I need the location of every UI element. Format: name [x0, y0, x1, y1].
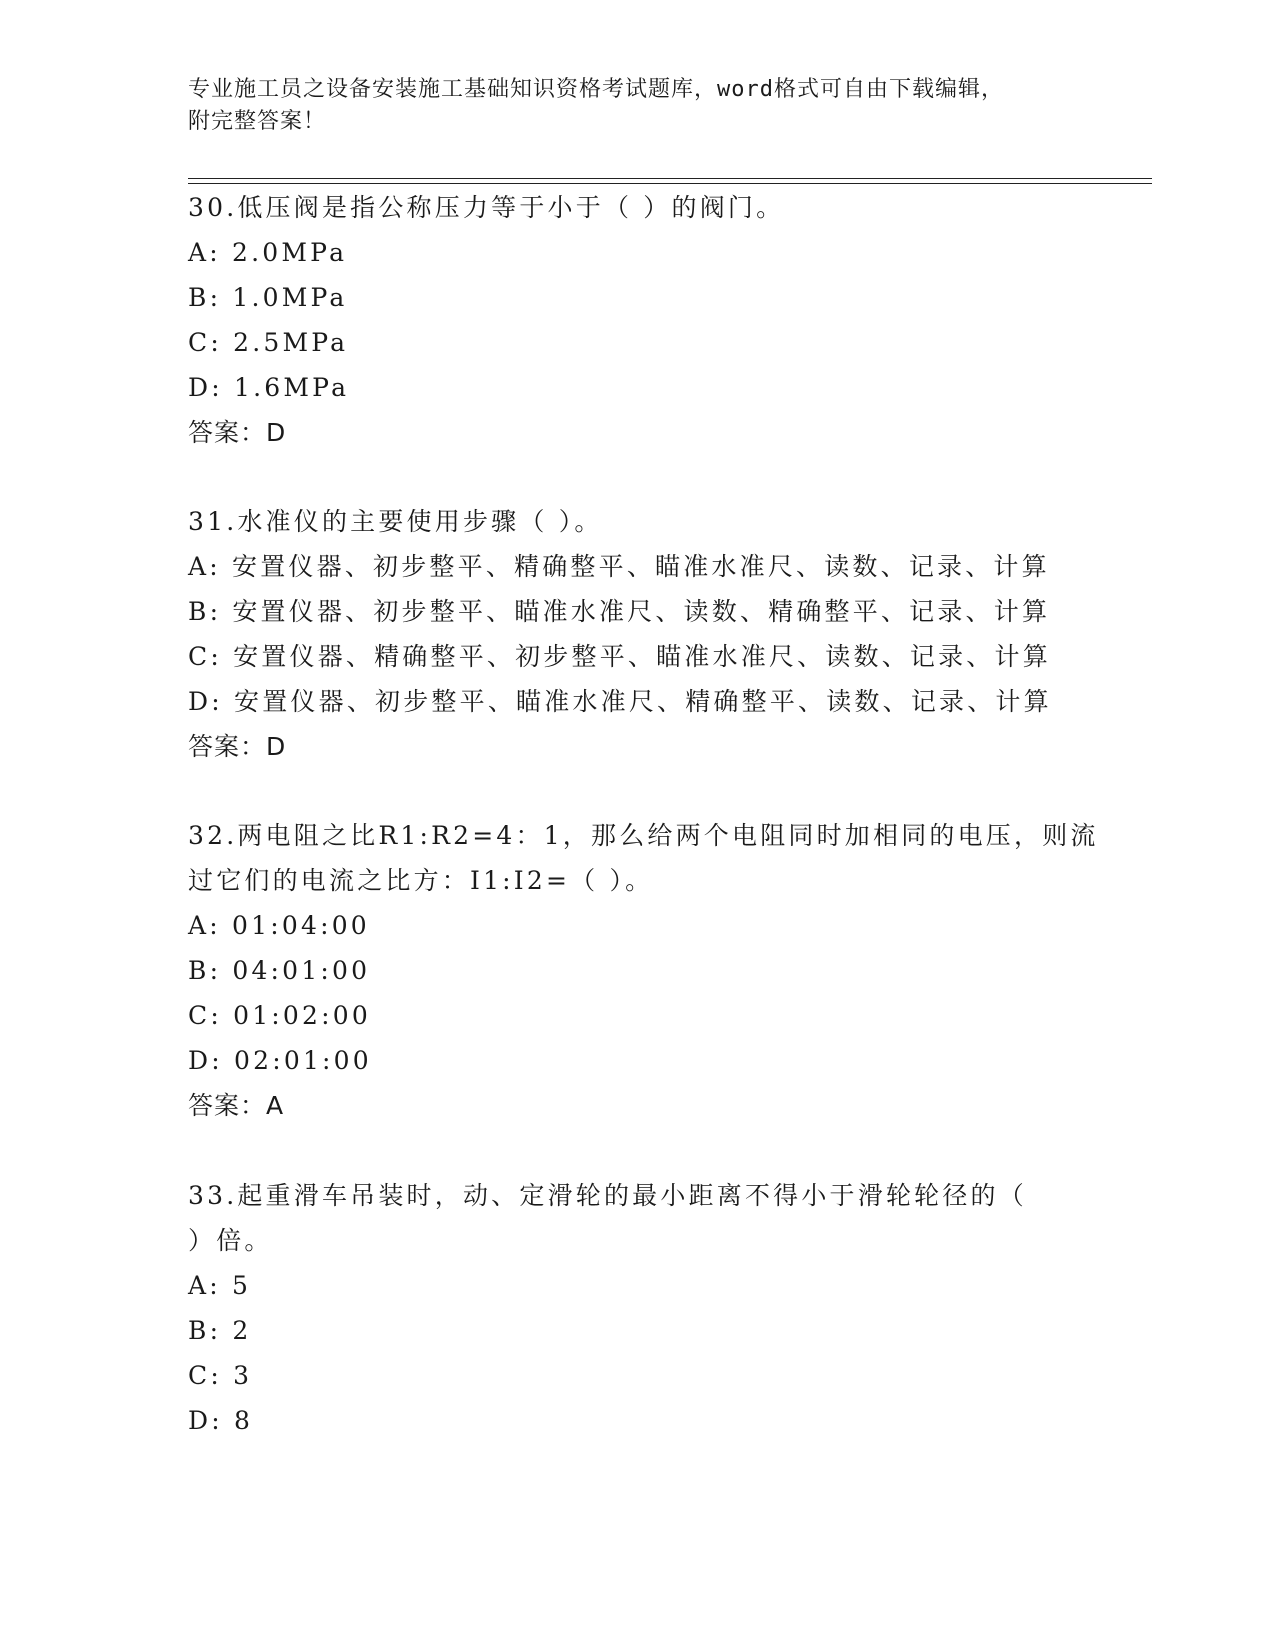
question-33-option-a: A: 5	[188, 1271, 252, 1300]
document-header	[188, 74, 1088, 138]
question-30-option-d: D: 1.6MPa	[188, 373, 350, 402]
question-31-option-b: B: 安置仪器、初步整平、瞄准水准尺、读数、精确整平、记录、计算	[188, 597, 1051, 626]
question-30-option-b: B: 1.0MPa	[188, 283, 348, 312]
header-line-2: 附完整答案！	[188, 109, 327, 134]
question-31-option-c: C: 安置仪器、精确整平、初步整平、瞄准水准尺、读数、记录、计算	[188, 642, 1051, 671]
question-31-option-d: D: 安置仪器、初步整平、瞄准水准尺、精确整平、读数、记录、计算	[188, 687, 1052, 716]
header-divider-bottom	[188, 183, 1152, 184]
question-30-stem: 30.低压阀是指公称压力等于小于（ ）的阀门。	[188, 193, 785, 222]
question-33-stem-line-1: 33.起重滑车吊装时，动、定滑轮的最小距离不得小于滑轮轮径的（	[188, 1181, 1027, 1210]
question-32-option-a: A: 01:04:00	[188, 911, 370, 940]
question-32-option-d: D: 02:01:00	[188, 1046, 372, 1075]
question-33-option-d: D: 8	[188, 1406, 254, 1435]
question-30-answer: 答案：D	[188, 418, 287, 447]
question-31-option-a: A: 安置仪器、初步整平、精确整平、瞄准水准尺、读数、记录、计算	[188, 552, 1050, 581]
question-32-stem-line-2: 过它们的电流之比方：I1:I2=（ ）。	[188, 866, 654, 895]
question-32-option-b: B: 04:01:00	[188, 956, 371, 985]
question-32-option-c: C: 01:02:00	[188, 1001, 371, 1030]
question-30-option-a: A: 2.0MPa	[188, 238, 348, 267]
header-divider-top	[188, 178, 1152, 179]
question-32-answer: 答案：A	[188, 1091, 285, 1120]
header-line-1: 专业施工员之设备安装施工基础知识资格考试题库，word格式可自由下载编辑，	[188, 77, 1004, 102]
question-30-option-c: C: 2.5MPa	[188, 328, 349, 357]
question-33-option-b: B: 2	[188, 1316, 252, 1345]
question-33-stem-line-2: ）倍。	[188, 1226, 273, 1255]
question-31-stem: 31.水准仪的主要使用步骤（ ）。	[188, 507, 603, 536]
question-32-stem-line-1: 32.两电阻之比R1:R2=4：1，那么给两个电阻同时加相同的电压，则流	[188, 821, 1099, 850]
question-33-option-c: C: 3	[188, 1361, 253, 1390]
question-31-answer: 答案：D	[188, 732, 287, 761]
